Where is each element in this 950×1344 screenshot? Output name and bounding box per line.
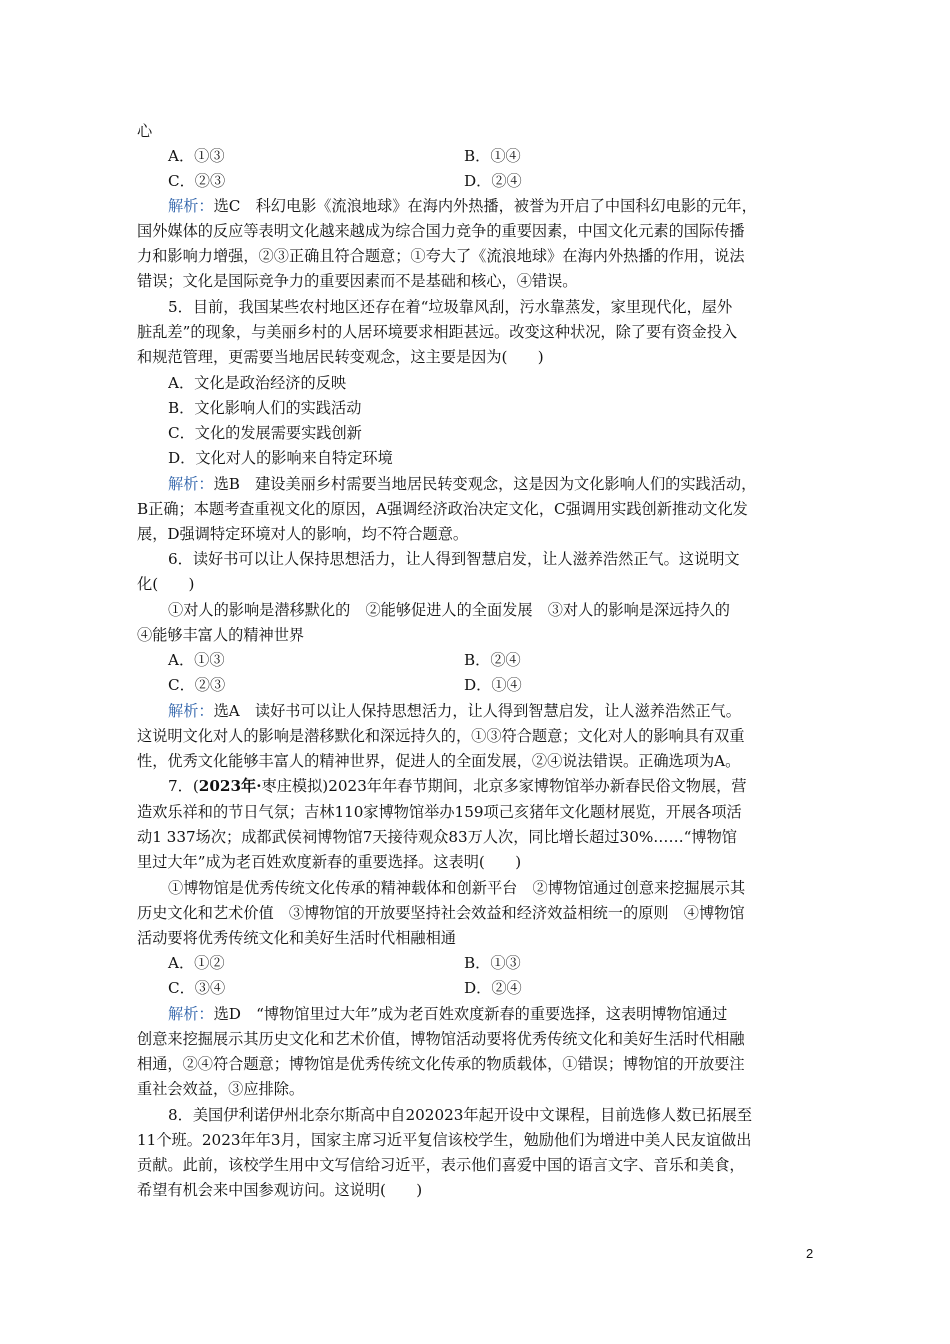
analysis-line	[168, 472, 818, 497]
question-6-stem: 6．读好书可以让人保持思想活力，让人得到智慧启发，让人滋养浩然正气。这说明文	[168, 550, 740, 568]
analysis-label: 解析：	[168, 702, 214, 720]
analysis-text: “博物馆里过大年”成为老百姓欢度新春的重要选择，这表明博物馆通过	[256, 1005, 728, 1023]
option-b: B．①③	[464, 954, 521, 972]
option-a: A．文化是政治经济的反映	[168, 374, 347, 392]
analysis-label: 解析：	[168, 475, 214, 493]
analysis-text: 建设美丽乡村需要当地居民转变观念，这是因为文化影响人们的实践活动，	[255, 475, 757, 493]
text-line: 里过大年”成为老百姓欢度新春的重要选择。这表明( )	[137, 853, 522, 871]
analysis-line	[168, 1002, 818, 1027]
question-7-stem	[168, 774, 818, 799]
text-line: 11个班。2023年年3月，国家主席习近平复信该校学生，勉励他们为增进中美人民友谊做出	[137, 1131, 752, 1149]
option-c: C．文化的发展需要实践创新	[168, 424, 362, 442]
answer-choice: 选B	[213, 475, 240, 493]
statement-line: ①对人的影响是潜移默化的 ②能够促进人的全面发展 ③对人的影响是深远持久的	[168, 601, 730, 619]
analysis-label: 解析：	[168, 197, 214, 215]
page-number: 2	[806, 1246, 814, 1261]
statement-line: 历史文化和艺术价值 ③博物馆的开放要坚持社会效益和经济效益相统一的原则 ④博物馆	[137, 904, 745, 922]
text-line: 展，D强调特定环境对人的影响，均不符合题意。	[137, 525, 469, 543]
analysis-line	[168, 699, 818, 724]
text-line: 希望有机会来中国参观访问。这说明( )	[137, 1181, 423, 1199]
text-line: 性，优秀文化能够丰富人的精神世界，促进人的全面发展，②④说法错误。正确选项为A。	[137, 752, 741, 770]
option-a: A．①③	[168, 651, 225, 669]
analysis-text: 读好书可以让人保持思想活力，让人得到智慧启发，让人滋养浩然正气。	[254, 702, 741, 720]
answer-choice: 选C	[213, 197, 241, 215]
text-line: 重社会效益，③应排除。	[137, 1080, 305, 1098]
option-c: C．②③	[168, 676, 226, 694]
question-8-stem: 8．美国伊利诺伊州北奈尔斯高中自202023年起开设中文课程，目前选修人数已拓展至	[168, 1106, 753, 1124]
statement-line: ①博物馆是优秀传统文化传承的精神载体和创新平台 ②博物馆通过创意来挖掘展示其	[168, 879, 746, 897]
option-a: A．①②	[168, 954, 225, 972]
analysis-label: 解析：	[168, 1005, 214, 1023]
text-line: B正确；本题考查重视文化的原因，A强调经济政治决定文化，C强调用实践创新推动文化发	[137, 500, 748, 518]
option-c: C．③④	[168, 979, 226, 997]
option-a: A．①③	[168, 147, 225, 165]
text-line: 国外媒体的反应等表明文化越来越成为综合国力竞争的重要因素，中国文化元素的国际传播	[137, 222, 745, 240]
text-line: 相通，②④符合题意；博物馆是优秀传统文化传承的物质载体，①错误；博物馆的开放要注	[137, 1055, 745, 1073]
text-line: 造欢乐祥和的节日气氛；吉林110家博物馆举办159项己亥猪年文化题材展览，开展各项活	[137, 803, 742, 821]
option-d: D．②④	[464, 979, 522, 997]
option-b: B．①④	[464, 147, 521, 165]
option-b: B．②④	[464, 651, 521, 669]
text-line: 创意来挖掘展示其历史文化和艺术价值，博物馆活动要将优秀传统文化和美好生活时代相融	[137, 1030, 745, 1048]
option-d: D．文化对人的影响来自特定环境	[168, 449, 393, 467]
analysis-text: 科幻电影《流浪地球》在海内外热播，被誉为开启了中国科幻电影的元年，	[255, 197, 757, 215]
text-line: 贡献。此前，该校学生用中文写信给习近平，表示他们喜爱中国的语言文字、音乐和美食，	[137, 1156, 745, 1174]
statement-line: 活动要将优秀传统文化和美好生活时代相融相通	[137, 929, 456, 947]
text-line: 错误；文化是国际竞争力的重要因素而不是基础和核心，④错误。	[137, 272, 578, 290]
analysis-line	[168, 194, 818, 219]
question-number: 7．(	[168, 777, 199, 795]
text-line: 这说明文化对人的影响是潜移默化和深远持久的，①③符合题意；文化对人的影响具有双重	[137, 727, 745, 745]
option-d: D．②④	[464, 172, 522, 190]
text-line: 动1 337场次；成都武侯祠博物馆7天接待观众83万人次，同比增长超过30%……“博物馆	[137, 828, 737, 846]
option-c: C．②③	[168, 172, 226, 190]
question-5-stem: 5．目前，我国某些农村地区还存在着“垃圾靠风刮，污水靠蒸发，家里现代化，屋外	[168, 298, 733, 316]
question-text: 枣庄模拟)2023年年春节期间，北京多家博物馆举办新春民俗文物展，营	[261, 777, 747, 795]
text-line: 心	[137, 122, 153, 140]
source-year: 2023年·	[198, 777, 262, 795]
text-line: 力和影响力增强，②③正确且符合题意；①夸大了《流浪地球》在海内外热播的作用，说法	[137, 247, 745, 265]
text-line: 和规范管理，更需要当地居民转变观念，这主要是因为( )	[137, 348, 544, 366]
option-d: D．①④	[464, 676, 522, 694]
answer-choice: 选D	[213, 1005, 241, 1023]
answer-choice: 选A	[213, 702, 240, 720]
text-line: 化( )	[137, 575, 195, 593]
option-b: B．文化影响人们的实践活动	[168, 399, 362, 417]
text-line: 脏乱差”的现象，与美丽乡村的人居环境要求相距甚远。改变这种状况，除了要有资金投入	[137, 323, 738, 341]
statement-line: ④能够丰富人的精神世界	[137, 626, 305, 644]
